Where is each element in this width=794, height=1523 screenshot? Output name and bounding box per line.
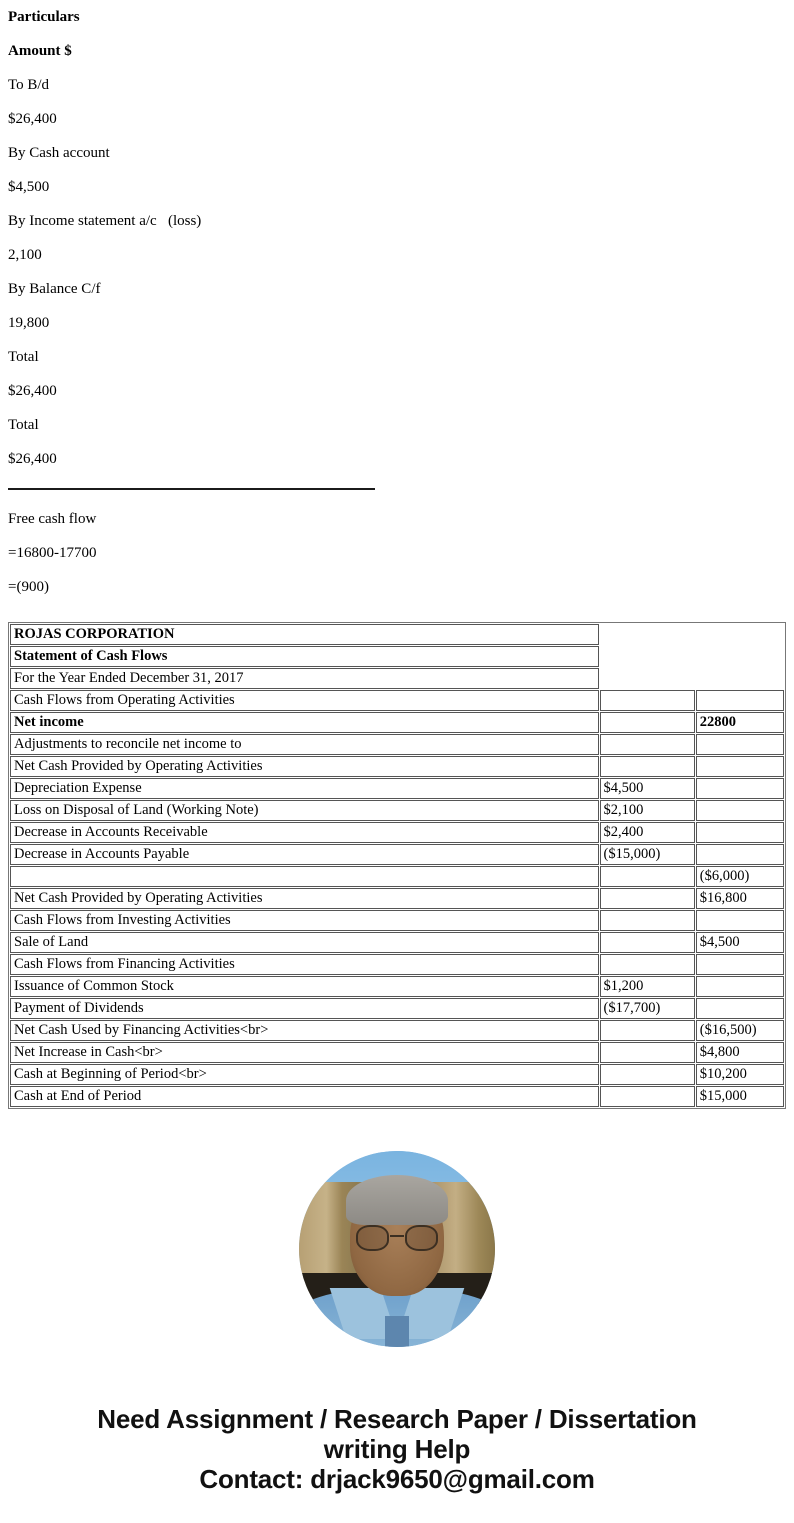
cell-total [696, 778, 784, 799]
cell-subtotal [600, 690, 695, 711]
cell-subtotal: $4,500 [600, 778, 695, 799]
cell-label: Cash at Beginning of Period<br> [10, 1064, 599, 1085]
cell-subtotal [600, 1086, 695, 1107]
cell-label: Net income [10, 712, 599, 733]
cell-subtotal: ($15,000) [600, 844, 695, 865]
avatar [299, 1151, 495, 1347]
promo-line-2: writing Help [323, 1434, 471, 1464]
table-row [10, 712, 784, 733]
table-row [10, 1086, 784, 1107]
avatar-glasses-right-lens [405, 1225, 438, 1250]
table-row [10, 1020, 784, 1041]
cell-total: $16,800 [696, 888, 784, 909]
free-cash-flow-line: =(900) [8, 579, 49, 595]
table-row [10, 976, 784, 997]
ledger-line: Amount $ [8, 43, 72, 59]
table-row [10, 734, 784, 755]
cell-subtotal [600, 1020, 695, 1041]
cell-label: Sale of Land [10, 932, 599, 953]
free-cash-flow-lines [8, 502, 786, 604]
cell-subtotal: $1,200 [600, 976, 695, 997]
table-row [10, 932, 784, 953]
cell-label: Net Cash Provided by Operating Activities [10, 756, 599, 777]
table-row [10, 1042, 784, 1063]
cell-total [696, 998, 784, 1019]
avatar-tie [385, 1316, 409, 1347]
cell-total [696, 954, 784, 975]
cell-subtotal [600, 910, 695, 931]
cell-total: ($16,500) [696, 1020, 784, 1041]
statement-group [10, 954, 784, 1041]
cell-label: Depreciation Expense [10, 778, 599, 799]
cell-label [10, 866, 599, 887]
cell-label: Issuance of Common Stock [10, 976, 599, 997]
cell-subtotal [600, 888, 695, 909]
table-row [10, 624, 784, 645]
cell-total: $15,000 [696, 1086, 784, 1107]
cell-label: Net Cash Used by Financing Activities<br> [10, 1020, 599, 1041]
ledger-line: $26,400 [8, 451, 57, 467]
cell-total [696, 910, 784, 931]
ledger-line: By Income statement a/c (loss) [8, 213, 202, 229]
ledger-line: $26,400 [8, 111, 57, 127]
cell-subtotal [600, 932, 695, 953]
table-row [10, 800, 784, 821]
cell-label: Payment of Dividends [10, 998, 599, 1019]
cell-label: Cash Flows from Financing Activities [10, 954, 599, 975]
cell-subtotal: ($17,700) [600, 998, 695, 1019]
statement-of-cash-flows-table-wrap [0, 622, 794, 1109]
free-cash-flow-line: =16800-17700 [8, 545, 97, 561]
table-row [10, 668, 784, 689]
cell-label: Decrease in Accounts Payable [10, 844, 599, 865]
cell-subtotal: $2,100 [600, 800, 695, 821]
ledger-line: Particulars [8, 9, 80, 25]
ledger-line: 2,100 [8, 247, 42, 263]
cell-label: Decrease in Accounts Receivable [10, 822, 599, 843]
statement-of-cash-flows-table [8, 622, 786, 1109]
table-row [10, 690, 784, 711]
cell-total [696, 756, 784, 777]
statement-group [10, 910, 784, 953]
cell-subtotal [600, 734, 695, 755]
cell-subtotal [600, 712, 695, 733]
promo-line-1: Need Assignment / Research Paper / Dissertation [97, 1404, 697, 1434]
ledger-line: By Balance C/f [8, 281, 101, 297]
cell-subtotal [600, 756, 695, 777]
cell-total: $4,800 [696, 1042, 784, 1063]
avatar-glasses-bridge [390, 1235, 404, 1237]
cell-subtotal [600, 954, 695, 975]
cell-label: ROJAS CORPORATION [10, 624, 599, 645]
table-row [10, 822, 784, 843]
ledger-line: Total [8, 417, 39, 433]
ledger-line: To B/d [8, 77, 50, 93]
table-row [10, 756, 784, 777]
cell-subtotal [600, 1064, 695, 1085]
cell-total [696, 734, 784, 755]
cell-total [696, 690, 784, 711]
cell-label: Adjustments to reconcile net income to [10, 734, 599, 755]
table-row [10, 954, 784, 975]
cell-label: Cash Flows from Investing Activities [10, 910, 599, 931]
avatar-glasses-left-lens [356, 1225, 389, 1250]
ledger-line: 19,800 [8, 315, 50, 331]
table-row [10, 888, 784, 909]
cell-label: Loss on Disposal of Land (Working Note) [10, 800, 599, 821]
table-row [10, 646, 784, 667]
ledger-text-block [0, 0, 794, 604]
cell-total [696, 844, 784, 865]
table-row [10, 910, 784, 931]
cell-total: $10,200 [696, 1064, 784, 1085]
cell-total: $4,500 [696, 932, 784, 953]
ledger-line: Total [8, 349, 39, 365]
ledger-line: By Cash account [8, 145, 110, 161]
promo-footer [0, 1404, 794, 1514]
table-row [10, 1064, 784, 1085]
cell-subtotal: $2,400 [600, 822, 695, 843]
cell-subtotal [600, 866, 695, 887]
section-divider [8, 488, 375, 490]
cell-label: Statement of Cash Flows [10, 646, 599, 667]
cell-total [696, 976, 784, 997]
cell-subtotal [600, 1042, 695, 1063]
cell-label: Cash at End of Period [10, 1086, 599, 1107]
avatar-hair [346, 1175, 448, 1226]
cell-total [696, 800, 784, 821]
statement-group [10, 1042, 784, 1107]
promo-line-3: Contact: drjack9650@gmail.com [199, 1464, 595, 1494]
cell-total: ($6,000) [696, 866, 784, 887]
free-cash-flow-line: Free cash flow [8, 511, 97, 527]
cell-total: 22800 [696, 712, 784, 733]
statement-group [10, 624, 784, 909]
ledger-line: $26,400 [8, 383, 57, 399]
cell-label: Net Increase in Cash<br> [10, 1042, 599, 1063]
table-row [10, 778, 784, 799]
ledger-line: $4,500 [8, 179, 50, 195]
cell-label: Cash Flows from Operating Activities [10, 690, 599, 711]
table-row [10, 844, 784, 865]
table-row [10, 866, 784, 887]
table-row [10, 998, 784, 1019]
cell-total [696, 822, 784, 843]
ledger-lines [8, 0, 786, 476]
cell-label: Net Cash Provided by Operating Activities [10, 888, 599, 909]
cell-label: For the Year Ended December 31, 2017 [10, 668, 599, 689]
portrait-container [0, 1151, 794, 1352]
